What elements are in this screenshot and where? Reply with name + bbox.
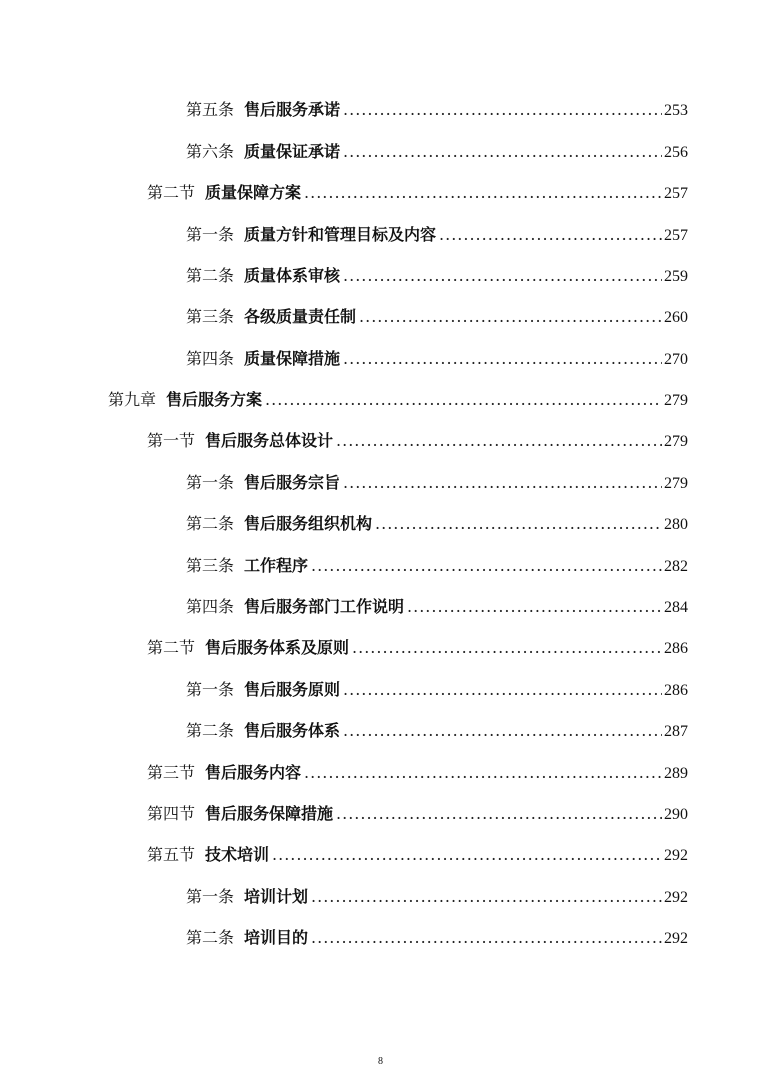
entry-page: 279	[664, 433, 688, 450]
entry-title: 培训计划	[244, 887, 309, 906]
entry-page: 292	[664, 930, 688, 947]
entry-number: 第二条	[186, 721, 235, 740]
entry-title: 质量体系审核	[244, 266, 341, 285]
toc-entry	[186, 512, 688, 536]
toc-entry	[147, 761, 688, 785]
entry-page: 280	[664, 516, 688, 533]
entry-page: 292	[664, 889, 688, 906]
entry-page: 287	[664, 723, 688, 740]
toc-entry	[186, 926, 688, 950]
toc-entry	[186, 98, 688, 122]
entry-page: 270	[664, 351, 688, 368]
entry-page: 257	[664, 227, 688, 244]
toc-entry	[147, 843, 688, 867]
toc-entry	[186, 347, 688, 371]
toc-entry	[186, 678, 688, 702]
entry-title: 售后服务体系及原则	[205, 638, 350, 657]
entry-title: 各级质量责任制	[244, 307, 357, 326]
entry-number: 第五条	[186, 100, 235, 119]
entry-number: 第四条	[186, 349, 235, 368]
entry-page: 290	[664, 806, 688, 823]
entry-number: 第六条	[186, 142, 235, 161]
toc-entry	[186, 305, 688, 329]
toc-entry	[147, 181, 688, 205]
entry-title: 售后服务体系	[244, 721, 341, 740]
dot-leader	[352, 636, 662, 660]
entry-page: 279	[664, 392, 688, 409]
entry-title: 质量方针和管理目标及内容	[244, 225, 437, 244]
entry-title: 售后服务内容	[205, 763, 302, 782]
dot-leader	[343, 98, 662, 122]
entry-title: 售后服务原则	[244, 680, 341, 699]
toc-entry	[186, 223, 688, 247]
entry-number: 第五节	[147, 845, 196, 864]
entry-page: 286	[664, 640, 688, 657]
toc-entry	[186, 595, 688, 619]
entry-title: 售后服务宗旨	[244, 473, 341, 492]
entry-number: 第九章	[108, 390, 157, 409]
entry-number: 第二节	[147, 183, 196, 202]
toc-entry	[186, 554, 688, 578]
entry-number: 第二条	[186, 266, 235, 285]
dot-leader	[407, 595, 662, 619]
entry-page: 259	[664, 268, 688, 285]
entry-number: 第一条	[186, 680, 235, 699]
dot-leader	[304, 761, 662, 785]
toc-entry	[186, 264, 688, 288]
entry-title: 售后服务方案	[166, 390, 263, 409]
entry-number: 第二条	[186, 514, 235, 533]
entry-number: 第二条	[186, 928, 235, 947]
entry-title: 质量保证承诺	[244, 142, 341, 161]
entry-title: 工作程序	[244, 556, 309, 575]
dot-leader	[311, 885, 662, 909]
entry-page: 279	[664, 475, 688, 492]
dot-leader	[343, 347, 662, 371]
toc-entry	[147, 636, 688, 660]
dot-leader	[439, 223, 662, 247]
entry-number: 第一条	[186, 473, 235, 492]
dot-leader	[336, 429, 662, 453]
entry-page: 257	[664, 185, 688, 202]
entry-number: 第三节	[147, 763, 196, 782]
toc-entry	[147, 802, 688, 826]
dot-leader	[343, 264, 662, 288]
entry-number: 第一条	[186, 887, 235, 906]
toc-entry	[186, 719, 688, 743]
entry-page: 260	[664, 309, 688, 326]
entry-number: 第一条	[186, 225, 235, 244]
entry-page: 256	[664, 144, 688, 161]
entry-page: 289	[664, 765, 688, 782]
entry-number: 第一节	[147, 431, 196, 450]
entry-number: 第三条	[186, 307, 235, 326]
entry-title: 质量保障方案	[205, 183, 302, 202]
entry-number: 第四节	[147, 804, 196, 823]
dot-leader	[343, 140, 662, 164]
dot-leader	[272, 843, 662, 867]
dot-leader	[343, 719, 662, 743]
dot-leader	[375, 512, 662, 536]
entry-page: 286	[664, 682, 688, 699]
toc-entry	[186, 140, 688, 164]
entry-title: 售后服务部门工作说明	[244, 597, 405, 616]
entry-title: 售后服务承诺	[244, 100, 341, 119]
dot-leader	[265, 388, 662, 412]
entry-title: 售后服务组织机构	[244, 514, 373, 533]
entry-title: 售后服务保障措施	[205, 804, 334, 823]
entry-page: 292	[664, 847, 688, 864]
entry-title: 培训目的	[244, 928, 309, 947]
toc-entry	[108, 388, 688, 412]
entry-title: 技术培训	[205, 845, 270, 864]
toc-entry	[186, 471, 688, 495]
dot-leader	[304, 181, 662, 205]
entry-page: 253	[664, 102, 688, 119]
dot-leader	[336, 802, 662, 826]
entry-number: 第四条	[186, 597, 235, 616]
entry-number: 第二节	[147, 638, 196, 657]
entry-page: 284	[664, 599, 688, 616]
entry-number: 第三条	[186, 556, 235, 575]
page-number: 8	[378, 1056, 383, 1067]
dot-leader	[311, 926, 662, 950]
entry-title: 质量保障措施	[244, 349, 341, 368]
dot-leader	[343, 678, 662, 702]
dot-leader	[311, 554, 662, 578]
dot-leader	[343, 471, 662, 495]
entry-title: 售后服务总体设计	[205, 431, 334, 450]
entry-page: 282	[664, 558, 688, 575]
dot-leader	[359, 305, 662, 329]
toc-entry	[147, 429, 688, 453]
toc-entry	[186, 885, 688, 909]
